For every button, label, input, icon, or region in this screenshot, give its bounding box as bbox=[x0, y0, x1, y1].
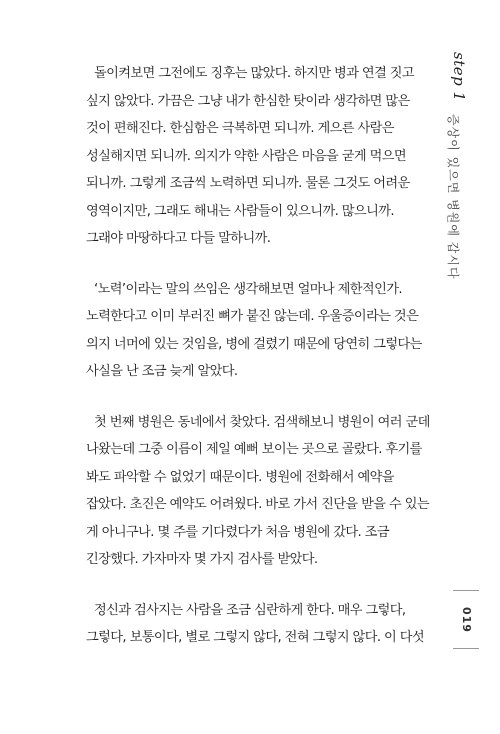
paragraph-4 bbox=[86, 597, 425, 652]
paragraph-3 bbox=[86, 409, 430, 574]
paragraph-gap bbox=[86, 386, 416, 409]
text-line: 봐도 파악할 수 없었기 때문이다. 병원에 전화해서 예약을 bbox=[86, 469, 394, 485]
text-line: 성실해지면 되니까. 의지가 약한 사람은 마음을 굳게 먹으면 bbox=[86, 148, 407, 164]
text-line: 그렇다, 보통이다, 별로 그렇지 않다, 전혀 그렇지 않다. 이 다섯 bbox=[86, 630, 425, 645]
paragraph-gap bbox=[86, 253, 416, 276]
page-number: 019 bbox=[460, 607, 473, 633]
text-line: 영역이지만, 그래도 해내는 사람들이 있으니까. 많으니까. bbox=[86, 203, 394, 219]
text-line: 게 아니구나. 몇 주를 기다렸다가 처음 병원에 갔다. 조금 bbox=[86, 524, 389, 540]
divider bbox=[453, 648, 479, 649]
chapter-title: 증상이 있으면 병원에 갑시다 bbox=[446, 114, 460, 280]
text-line: 나왔는데 그중 이름이 제일 예뻐 보이는 곳으로 골랐다. 후기를 bbox=[86, 442, 422, 457]
text-line: 그래야 마땅하다고 다들 말하니까. bbox=[86, 231, 271, 246]
text-line: 돌이켜보면 그전에도 징후는 많았다. 하지만 병과 연결 짓고 bbox=[94, 66, 415, 81]
paragraph-1 bbox=[86, 60, 416, 253]
body-text bbox=[86, 60, 430, 652]
text-line: ‘노력’이라는 말의 쓰임은 생각해보면 얼마나 제한적인가. bbox=[94, 281, 402, 297]
text-line: 긴장했다. 가자마자 몇 가지 검사를 받았다. bbox=[86, 552, 318, 567]
text-line: 사실을 난 조금 늦게 알았다. bbox=[86, 364, 238, 379]
text-line: 정신과 검사지는 사람을 조금 심란하게 한다. 매우 그렇다, bbox=[94, 602, 406, 618]
text-line: 것이 편해진다. 한심함은 극복하면 되니까. 게으른 사람은 bbox=[86, 121, 394, 136]
text-line: 되니까. 그렇게 조금씩 노력하면 되니까. 물론 그것도 어려운 bbox=[86, 176, 410, 191]
text-line: 싶지 않았다. 가끔은 그냥 내가 한심한 탓이라 생각하면 많은 bbox=[86, 93, 410, 109]
running-header bbox=[440, 48, 480, 308]
text-line: 잡았다. 초진은 예약도 어려웠다. 바로 가서 진단을 받을 수 있는 bbox=[86, 497, 429, 512]
text-line: 첫 번째 병원은 동네에서 찾았다. 검색해보니 병원이 여러 군데 bbox=[94, 414, 430, 430]
page-number-block bbox=[440, 590, 480, 650]
paragraph-gap bbox=[86, 574, 416, 597]
text-line: 노력한다고 이미 부러진 뼈가 붙진 않는데. 우울증이라는 것은 bbox=[86, 309, 419, 324]
step-label: step 1 bbox=[450, 52, 468, 102]
paragraph-2 bbox=[86, 276, 422, 386]
divider bbox=[453, 590, 479, 591]
text-line: 의지 너머에 있는 것임을, 병에 걸렸기 때문에 당연히 그렇다는 bbox=[86, 336, 422, 352]
